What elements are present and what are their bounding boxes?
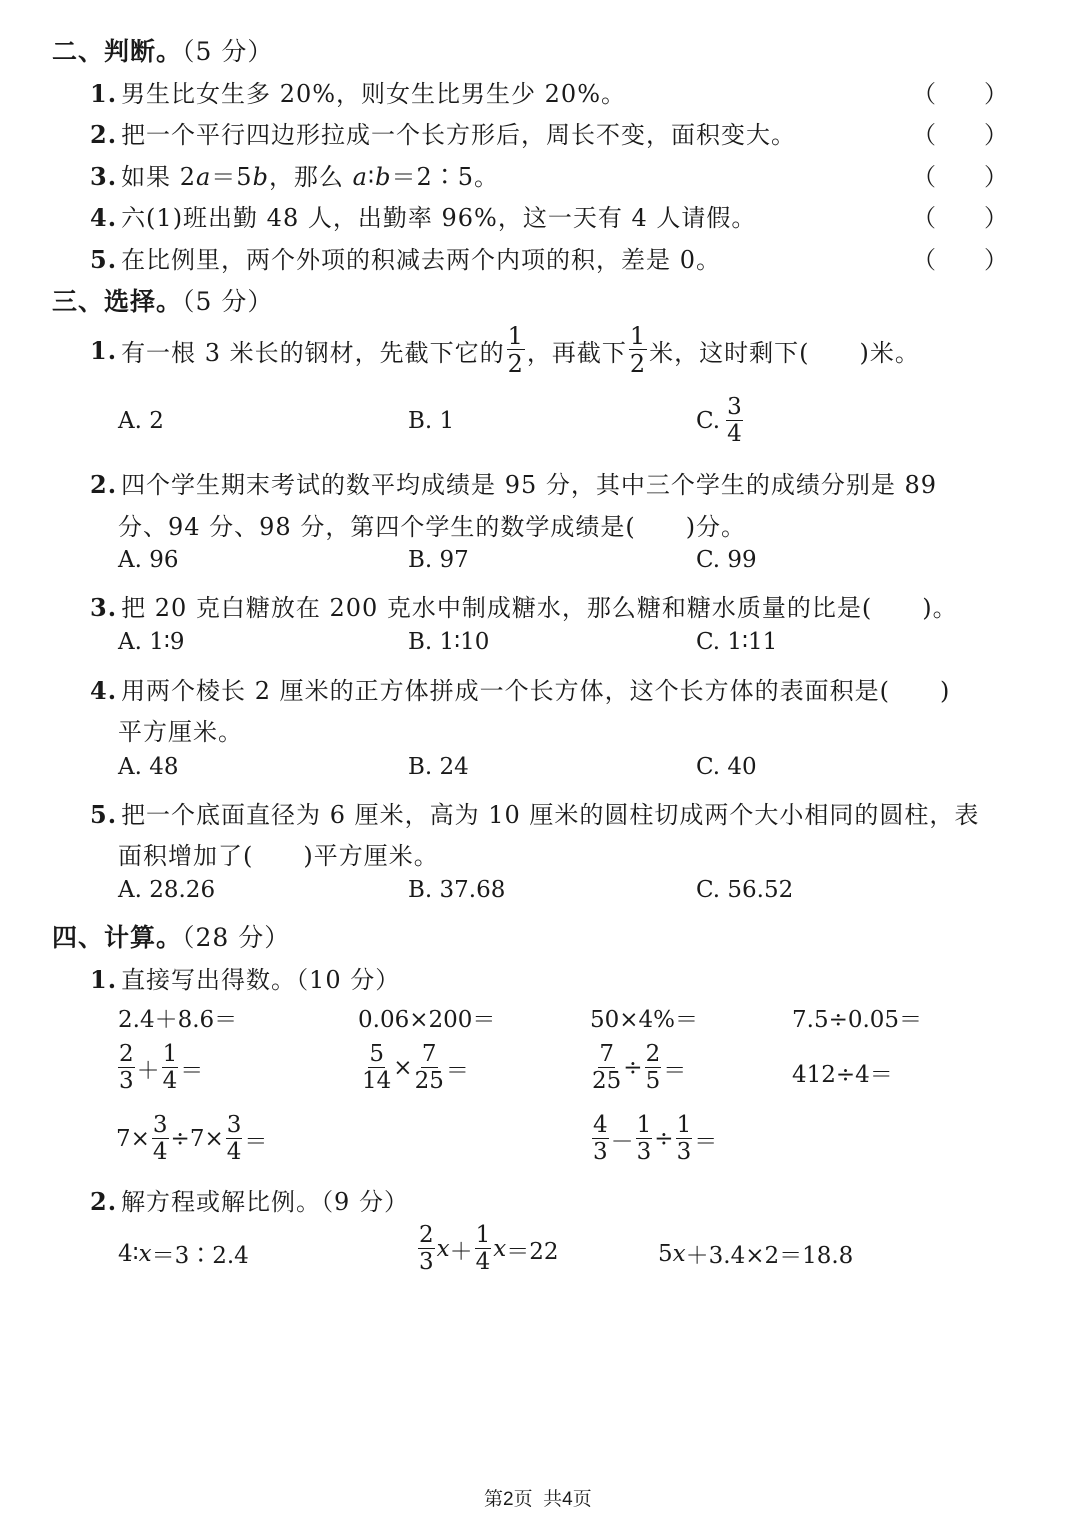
choice-4-option-b[interactable]: B. 24 [408, 754, 469, 780]
choice-question-4-cont: 平方厘米。 [118, 718, 243, 746]
calc-expr-8: 412÷4＝ [792, 1062, 893, 1088]
fraction: 2 3 [419, 1222, 434, 1275]
judge-answer-5[interactable]: （ ） [912, 246, 1008, 274]
choice-question-1: 1. 有一根 3 米长的钢材，先截下它的 1 2 ，再截下 1 2 米，这时剩下( )米。 [90, 322, 920, 378]
fraction: $\frac{3}{4}$ [152, 1112, 168, 1165]
section2-heading [52, 32, 273, 68]
fraction: $\frac{3}{4}$ [226, 1112, 242, 1165]
choice-3-option-b[interactable]: B. 1∶10 [408, 629, 490, 655]
choice-question-5-cont: 面积增加了( )平方厘米。 [118, 842, 439, 870]
page-footer [484, 1484, 592, 1511]
section3-title: 三、选择。 [52, 287, 183, 316]
equation-2: 2 3 x ＋ 1 4 x ＝22 [419, 1222, 559, 1275]
calc-expr-5: 2 3 ＋ 1 4 ＝ [119, 1041, 204, 1094]
section3-points: （5 分） [182, 287, 274, 316]
section4-points: （28 分） [182, 923, 291, 952]
judge-item-1: 1. 男生比女生多 20%，则女生比男生少 20%。 [90, 79, 627, 108]
fraction: 3 4 [727, 394, 742, 447]
choice-4-option-a[interactable]: A. 48 [118, 754, 179, 780]
page-number: 第2页 [484, 1489, 533, 1510]
choice-question-2-cont: 分、94 分、98 分，第四个学生的数学成绩是( )分。 [118, 513, 747, 541]
section4-title: 四、计算。 [52, 923, 183, 952]
equation-1: 4∶ x ＝3∶2.4 [118, 1240, 249, 1269]
fraction: $\frac{1}{3}$ [676, 1112, 692, 1165]
choice-question-5: 5. 把一个底面直径为 6 厘米，高为 10 厘米的圆柱切成两个大小相同的圆柱，表 [90, 800, 980, 829]
calc-subheading-1: 1. 直接写出得数。（10 分） [90, 965, 401, 994]
choice-question-3: 3. 把 20 克白糖放在 200 克水中制成糖水，那么糖和糖水质量的比是( )。 [90, 593, 958, 622]
choice-3-option-c[interactable]: C. 1∶11 [696, 629, 778, 655]
calc-expr-4: 7.5÷0.05＝ [792, 1007, 923, 1033]
section3-heading [52, 282, 273, 318]
judge-answer-2[interactable]: （ ） [912, 121, 1008, 149]
choice-question-2: 2. 四个学生期末考试的数平均成绩是 95 分，其中三个学生的成绩分别是 89 [90, 470, 938, 499]
judge-item-3: 3. 如果 2a＝5b，那么 a∶b＝2∶5。 [90, 162, 500, 191]
section2-points: （5 分） [182, 37, 274, 66]
fraction: 1 4 [162, 1041, 178, 1094]
choice-1-option-b[interactable]: B. 1 [408, 408, 455, 434]
fraction: 1 2 [507, 322, 524, 378]
judge-answer-4[interactable]: （ ） [912, 204, 1008, 232]
fraction: $\frac{7}{25}$ [592, 1041, 622, 1094]
judge-answer-3[interactable]: （ ） [912, 163, 1008, 191]
choice-5-option-b[interactable]: B. 37.68 [408, 877, 506, 903]
calc-expr-2: 0.06×200＝ [358, 1007, 496, 1033]
calc-expr-3: 50×4%＝ [590, 1007, 699, 1033]
judge-item-5: 5. 在比例里，两个外项的积减去两个内项的积，差是 0。 [90, 245, 721, 274]
calc-expr-9: 7× $\frac{3}{4}$ ÷7× $\frac{3}{4}$ ＝ [116, 1112, 268, 1165]
section4-heading [52, 918, 290, 954]
choice-1-option-c[interactable]: C. 3 4 [696, 394, 742, 447]
judge-answer-1[interactable]: （ ） [912, 80, 1008, 108]
calc-expr-10: 4 3 － $\frac{1}{3}$ ÷ $\frac{1}{3}$ ＝ [593, 1112, 718, 1165]
choice-5-option-c[interactable]: C. 56.52 [696, 877, 794, 903]
section2-title: 二、判断。 [52, 37, 183, 66]
choice-3-option-a[interactable]: A. 1∶9 [118, 629, 185, 655]
fraction: 4 3 [593, 1112, 608, 1165]
choice-question-4: 4. 用两个棱长 2 厘米的正方体拼成一个长方体，这个长方体的表面积是( ) [90, 676, 951, 705]
calc-expr-6: $\frac{5}{14}$ × $\frac{7}{25}$ ＝ [362, 1041, 469, 1094]
calc-expr-7: $\frac{7}{25}$ ÷ $\frac{2}{5}$ ＝ [592, 1041, 687, 1094]
page-total: 共4页 [543, 1489, 592, 1510]
choice-4-option-c[interactable]: C. 40 [696, 754, 757, 780]
choice-2-option-b[interactable]: B. 97 [408, 547, 469, 573]
fraction: $\frac{1}{3}$ [636, 1112, 652, 1165]
fraction: $\frac{2}{5}$ [645, 1041, 661, 1094]
choice-5-option-a[interactable]: A. 28.26 [118, 877, 216, 903]
judge-item-2: 2. 把一个平行四边形拉成一个长方形后，周长不变，面积变大。 [90, 120, 797, 149]
choice-2-option-a[interactable]: A. 96 [118, 547, 179, 573]
calc-subheading-2: 2. 解方程或解比例。（9 分） [90, 1187, 409, 1216]
fraction: 1 2 [629, 322, 647, 378]
judge-item-4: 4. 六(1)班出勤 48 人，出勤率 96%，这一天有 4 人请假。 [90, 203, 757, 232]
fraction: 1 4 [475, 1222, 491, 1275]
calc-expr-1: 2.4＋8.6＝ [118, 1007, 238, 1033]
fraction: $\frac{7}{25}$ [414, 1041, 444, 1094]
fraction: $\frac{5}{14}$ [362, 1041, 392, 1094]
choice-1-option-a[interactable]: A. 2 [118, 408, 164, 434]
choice-2-option-c[interactable]: C. 99 [696, 547, 757, 573]
fraction: 2 3 [119, 1041, 134, 1094]
equation-3: 5 x ＋3.4×2＝18.8 [658, 1240, 854, 1269]
